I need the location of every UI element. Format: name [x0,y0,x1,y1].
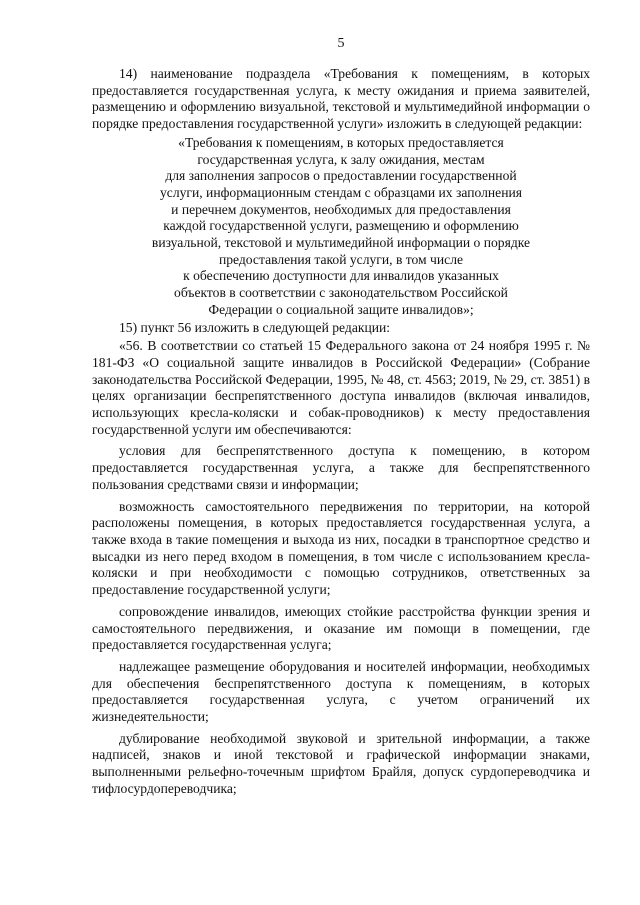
item-15-paragraph: 15) пункт 56 изложить в следующей редакции: [119,319,391,335]
quoted-title-line: каждой государственной услуги, размещению и оформлению [163,218,519,234]
condition-paragraph-5: дублирование необходимой звуковой и зрительной информации, а также надписей, знаков и иной текстовой и графической информации знаками, выполненными рельефно-точечным шрифтом Брайля, допуск сурдопереводчика и тифлосурдопереводчика; [92,730,590,796]
point-56-paragraph: «56. В соответствии со статьей 15 Федерального закона от 24 ноября 1995 г. № 181-ФЗ «О социальной защите инвалидов в Российской Федерации» (Собрание законодательства Российской Федерации, 1995, № 48, ст. 4563; 2019, № 29, ст. 3851) в целях организации беспрепятственного доступа инвалидов (включая инвалидов, использующих кресла-коляски и собак-проводников) к месту предоставления государственной услуги им обеспечиваются: [92,338,590,437]
quoted-title-line: «Требования к помещениям, в которых предоставляется [178,134,504,150]
quoted-title-line: государственная услуга, к залу ожидания, местам [197,151,485,167]
quoted-title-line: объектов в соответствии с законодательством Российской [174,285,508,301]
condition-paragraph-4: надлежащее размещение оборудования и носителей информации, необходимых для обеспечения беспрепятственного доступа к помещениям, в которых предоставляется государственная услуга, с учетом ограничений их жизнедеятельности; [92,658,590,725]
quoted-title-line: к обеспечению доступности для инвалидов указанных [183,268,499,284]
quoted-title-line: услуги, информационным стендам с образцами их заполнения [159,184,523,200]
condition-paragraph-3: сопровождение инвалидов, имеющих стойкие расстройства функции зрения и самостоятельного передвижения, и оказание им помощи в помещении, где предоставляется государственная услуга; [92,603,590,653]
quoted-title-line: для заполнения запросов о предоставлении государственной [165,168,517,184]
item-14-paragraph: 14) наименование подраздела «Требования к помещениям, в которых предоставляется государственная услуга, к месту ожидания и приема заявителей, размещению и оформлению визуальной, текстовой и мультимедийной информации о порядке предоставления государственной услуги» изложить в следующей редакции: [92,66,590,132]
quoted-subsection-title [92,135,590,319]
quoted-title-line: визуальной, текстовой и мультимедийной информации о порядке [151,235,531,251]
quoted-title-line: Федерации о социальной защите инвалидов»; [208,301,474,317]
document-body [92,66,590,798]
page-number: 5 [337,36,345,51]
condition-paragraph-1: условия для беспрепятственного доступа к помещению, в котором предоставляется государственная услуга, а также для беспрепятственного пользования средствами связи и информации; [92,443,590,492]
quoted-title-line: и перечнем документов, необходимых для предоставления [171,201,511,217]
condition-paragraph-2: возможность самостоятельного передвижения по территории, на которой расположены помещения, в которых предоставляется государственная услуга, а также входа в такие помещения и выхода из них, посадки в транспортное средство и высадки из него перед входом в помещения, в том числе с использованием кресла-коляски и при необходимости с помощью сотрудников, ответственных за предоставление государственной услуги; [92,498,590,598]
quoted-title-line: предоставления такой услуги, в том числе [218,251,464,267]
